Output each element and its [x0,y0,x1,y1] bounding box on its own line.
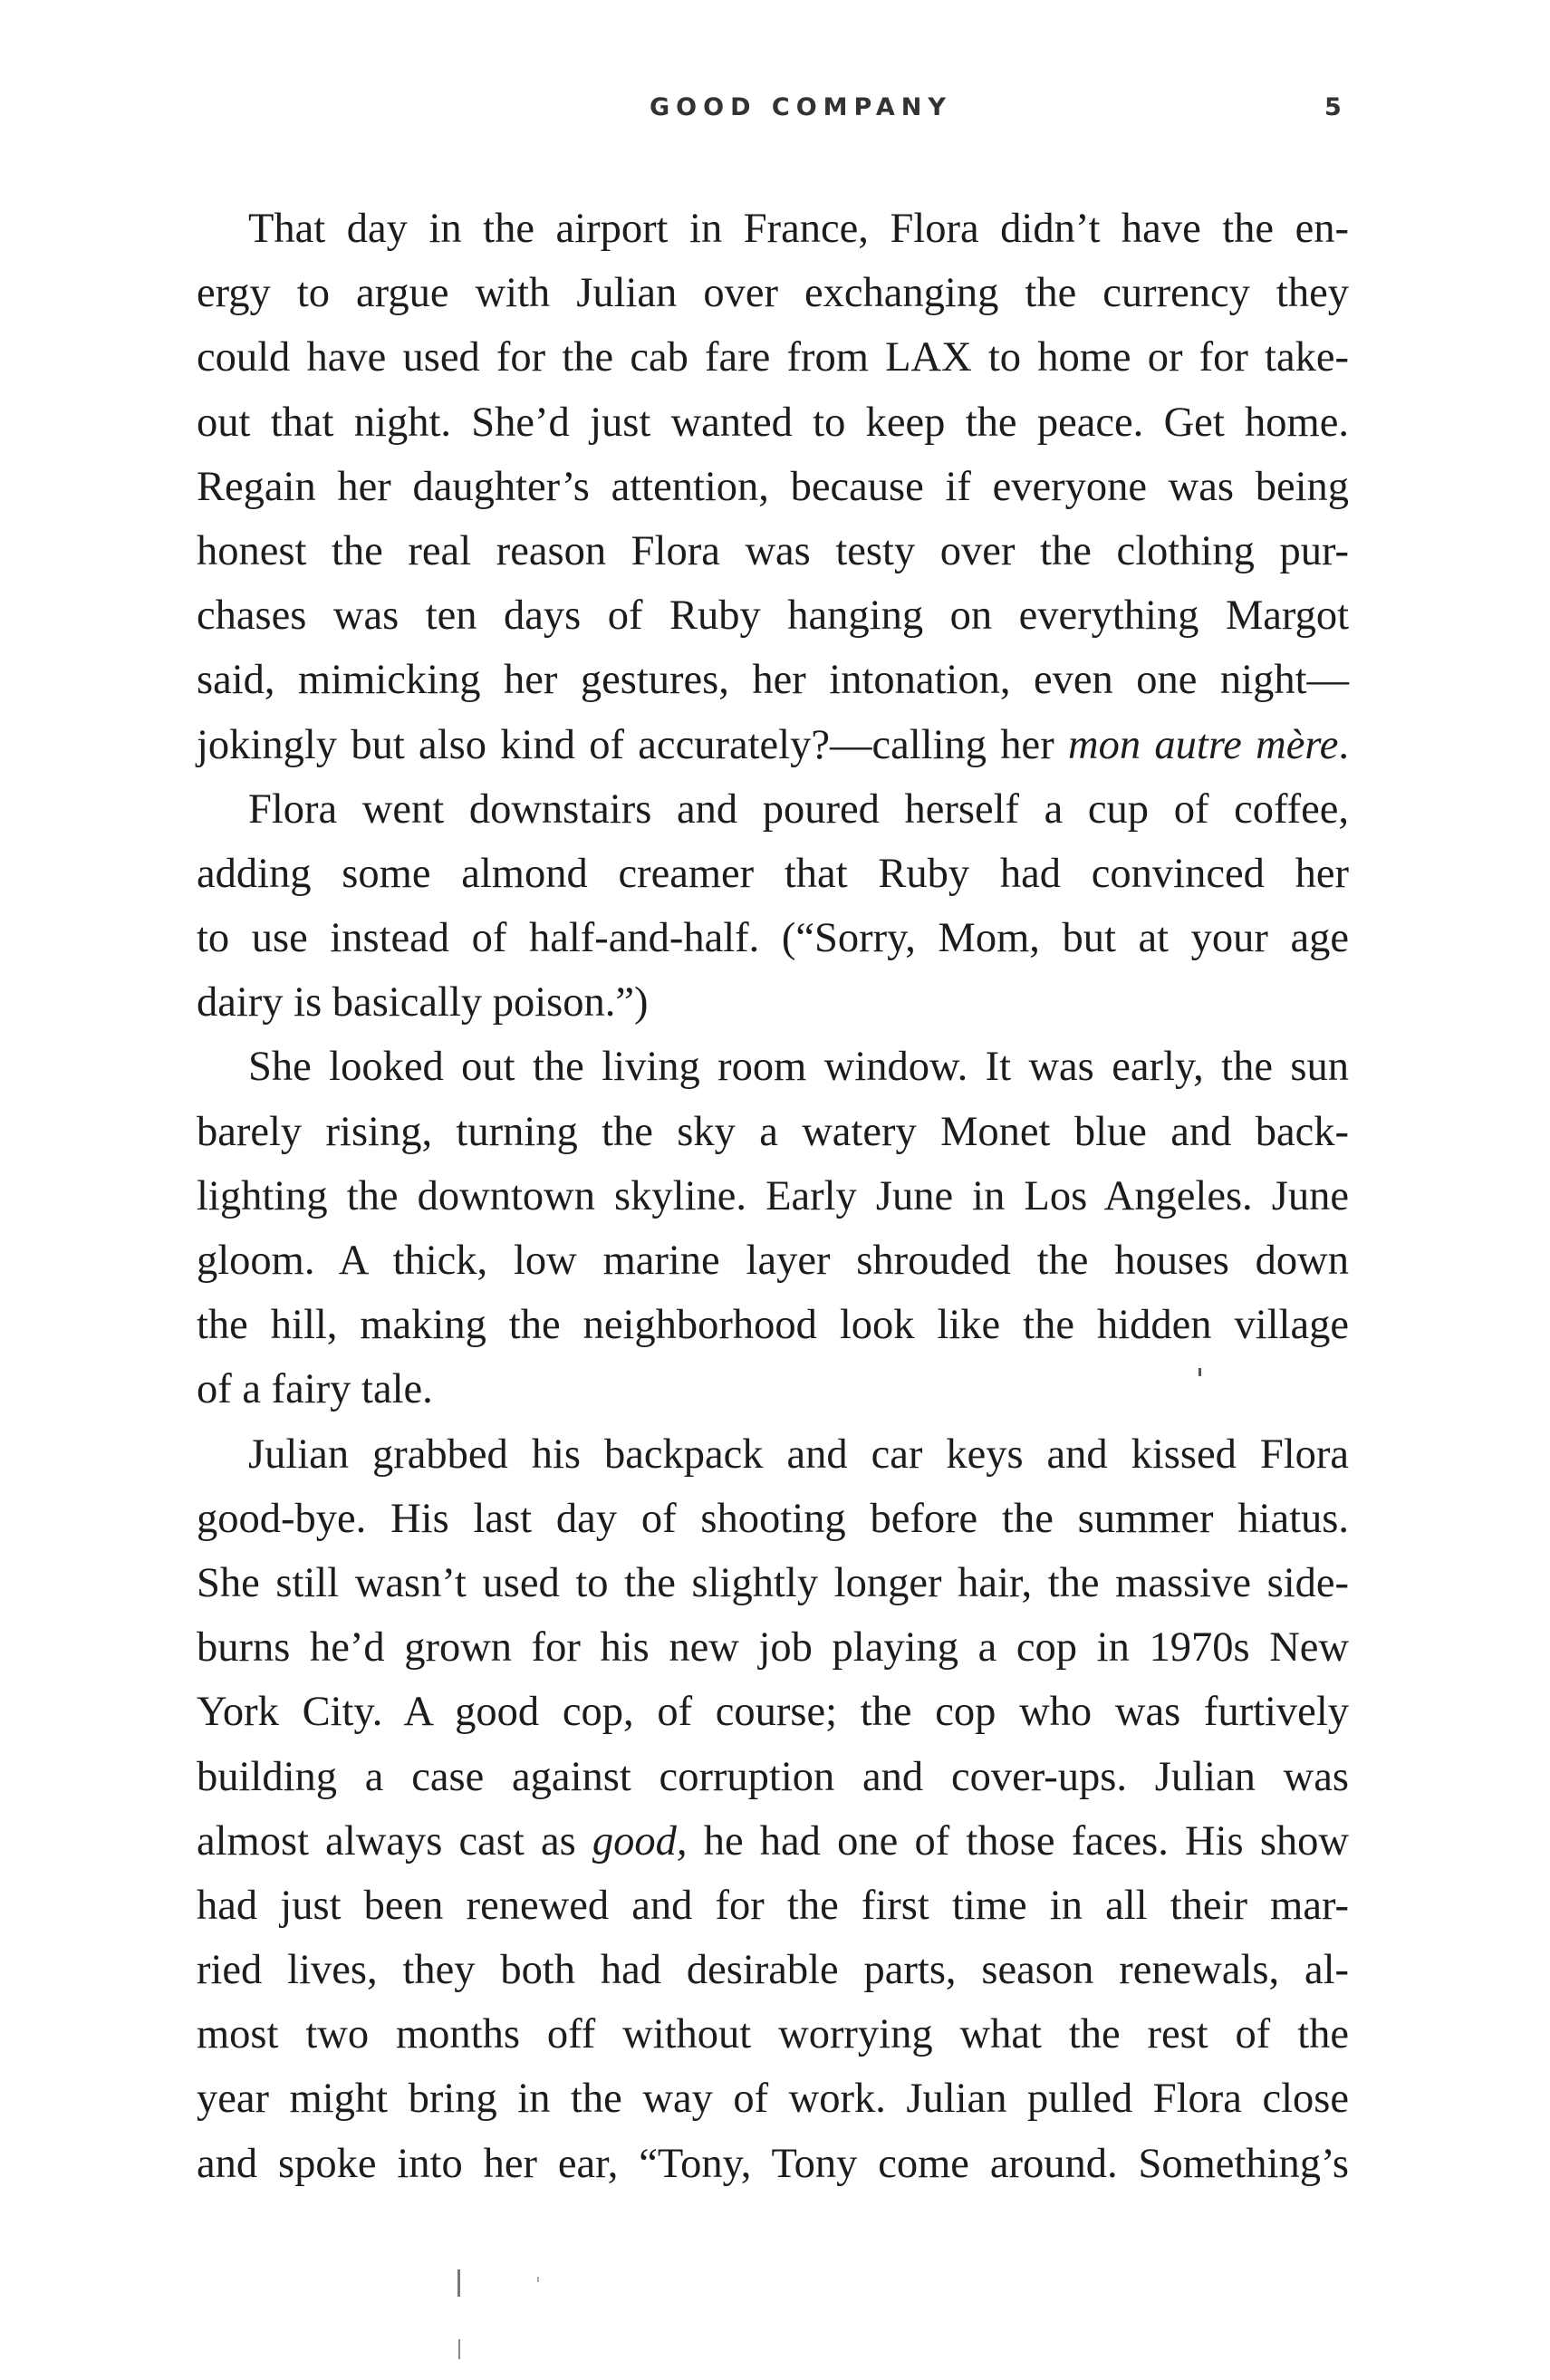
page-number: 5 [1324,93,1342,121]
text-line: lighting the downtown skyline. Early June in Los Angeles. June [197,1172,1349,1219]
text-line: She looked out the living room window. It was early, the sun [248,1044,1349,1091]
text-run: jokingly but also kind of accurately?—calling her [197,721,1068,768]
scan-speck [537,2277,539,2282]
text-line: adding some almond creamer that Ruby had convinced her [197,850,1349,897]
running-title: GOOD COMPANY [650,93,952,121]
text-line: burns he’d grown for his new job playing a cop in 1970s New [197,1624,1349,1672]
text-line: She still wasn’t used to the slightly longer hair, the massive side- [197,1559,1349,1606]
text-line: out that night. She’d just wanted to keep the peace. Get home. [197,399,1349,446]
text-line: building a case against corruption and cover-ups. Julian was [197,1753,1349,1800]
text-line: chases was ten days of Ruby hanging on everything Margot [197,593,1349,640]
scan-speck [458,2339,460,2359]
text-line: That day in the airport in France, Flora didn’t have the en- [248,206,1349,252]
text-line: good-bye. His last day of shooting before the summer hiatus. [197,1495,1349,1542]
italic-phrase: good, [592,1817,688,1864]
text-line: year might bring in the way of work. Julian pulled Flora close [197,2076,1349,2123]
text-line: barely rising, turning the sky a watery Monet blue and back- [197,1108,1349,1155]
text-line: to use instead of half-and-half. (“Sorry, Mom, but at your age [197,915,1349,962]
text-run: he had one of those faces. His show [687,1817,1349,1864]
text-run: almost always cast as [197,1817,592,1864]
text-line: Julian grabbed his backpack and car keys and kissed Flora [248,1431,1349,1478]
text-line: gloom. A thick, low marine layer shrouded the houses down [197,1238,1349,1284]
text-line: of a fairy tale. [197,1366,433,1413]
text-line: dairy is basically poison.”) [197,979,649,1026]
text-line: Flora went downstairs and poured herself a cup of coffee, [248,785,1349,833]
scan-speck [1199,1368,1201,1376]
text-line: ergy to argue with Julian over exchanging the currency they [197,270,1349,317]
text-line: honest the real reason Flora was testy over the clothing pur- [197,527,1349,574]
text-run: . [1338,721,1349,768]
text-line: York City. A good cop, of course; the cop who was furtively [197,1689,1349,1736]
text-line: ried lives, they both had desirable parts, season renewals, al- [197,1947,1349,1994]
text-line: Regain her daughter’s attention, because if everyone was being [197,463,1349,510]
text-line: said, mimicking her gestures, her intonation, even one night— [197,657,1349,704]
text-line: and spoke into her ear, “Tony, Tony come around. Something’s [197,2140,1349,2187]
text-line: most two months off without worrying what the rest of the [197,2011,1349,2058]
italic-phrase: mon autre mère [1068,721,1339,768]
text-line: had just been renewed and for the first time in all their mar- [197,1882,1349,1929]
scan-speck [457,2269,460,2297]
text-line: the hill, making the neighborhood look like the hidden village [197,1302,1349,1349]
text-line: could have used for the cab fare from LAX to home or for take- [197,334,1349,381]
